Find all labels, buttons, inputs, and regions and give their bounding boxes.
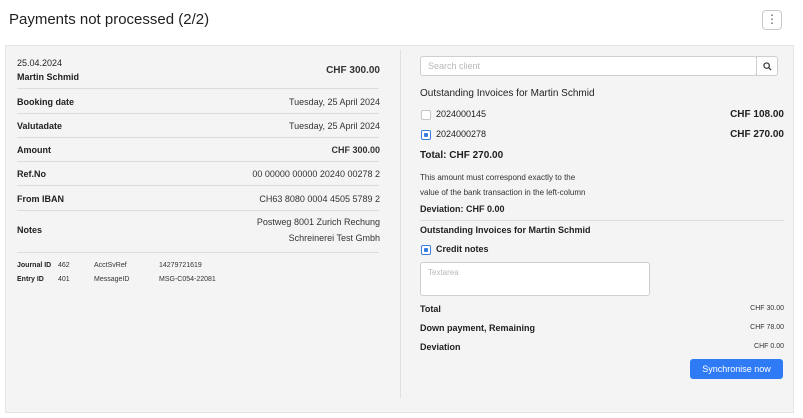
refno-label: Ref.No bbox=[17, 169, 46, 179]
outstanding-invoices-title: Outstanding Invoices for Martin Schmid bbox=[420, 88, 595, 99]
amount-value: CHF 300.00 bbox=[331, 145, 380, 155]
summary-total-value: CHF 30.00 bbox=[750, 305, 784, 312]
search-icon bbox=[763, 62, 772, 71]
credit-section-title: Outstanding Invoices for Martin Schmid bbox=[420, 225, 591, 235]
summary-deviation-label: Deviation bbox=[420, 342, 461, 352]
amount-label: Amount bbox=[17, 145, 51, 155]
amount-hint-line-2: value of the bank transaction in the left-column bbox=[420, 188, 586, 197]
notes-line-2: Schreinerei Test Gmbh bbox=[288, 233, 380, 243]
messageid-label: MessageID bbox=[94, 276, 130, 283]
transaction-amount-header: CHF 300.00 bbox=[326, 65, 380, 76]
summary-total-label: Total bbox=[420, 304, 441, 314]
journal-id-label: Journal ID bbox=[17, 262, 52, 269]
invoice-amount: CHF 270.00 bbox=[730, 129, 784, 140]
divider bbox=[17, 252, 379, 253]
from-iban-value: CH63 8080 0004 4505 5789 2 bbox=[259, 194, 380, 204]
amount-hint-line-1: This amount must correspond exactly to the bbox=[420, 173, 576, 182]
divider bbox=[420, 220, 784, 221]
search-client-input[interactable] bbox=[420, 56, 757, 76]
valutadate-value: Tuesday, 25 April 2024 bbox=[288, 121, 380, 131]
divider bbox=[17, 113, 379, 114]
acctsvcref-value: 14279721619 bbox=[159, 262, 202, 269]
credit-notes-label: Credit notes bbox=[436, 244, 489, 254]
matching-panel bbox=[420, 0, 784, 418]
journal-id-value: 462 bbox=[58, 262, 70, 269]
summary-down-payment-value: CHF 78.00 bbox=[750, 324, 784, 331]
summary-deviation-value: CHF 0.00 bbox=[754, 343, 784, 350]
invoice-checkbox-checked[interactable] bbox=[421, 130, 431, 140]
messageid-value: MSG-C054-22081 bbox=[159, 276, 216, 283]
divider bbox=[17, 210, 379, 211]
divider bbox=[17, 161, 379, 162]
search-button[interactable] bbox=[756, 56, 778, 76]
entry-id-value: 401 bbox=[58, 276, 70, 283]
credit-notes-checkbox[interactable] bbox=[421, 245, 431, 255]
synchronise-now-button[interactable]: Synchronise now bbox=[690, 359, 783, 379]
invoice-number: 2024000145 bbox=[436, 109, 487, 119]
deviation-text: Deviation: CHF 0.00 bbox=[420, 204, 505, 214]
notes-textarea[interactable] bbox=[420, 262, 650, 296]
booking-date-value: Tuesday, 25 April 2024 bbox=[288, 97, 380, 107]
page-title: Payments not processed (2/2) bbox=[9, 11, 210, 28]
acctsvcref-label: AcctSvRef bbox=[94, 262, 127, 269]
entry-id-label: Entry ID bbox=[17, 276, 44, 283]
summary-down-payment-label: Down payment, Remaining bbox=[420, 323, 536, 333]
divider bbox=[17, 137, 379, 138]
from-iban-label: From IBAN bbox=[17, 194, 64, 204]
kebab-menu-icon: ⋮ bbox=[766, 12, 778, 26]
invoice-number: 2024000278 bbox=[436, 129, 487, 139]
divider bbox=[17, 88, 379, 89]
invoice-checkbox[interactable] bbox=[421, 110, 431, 120]
refno-value: 00 00000 00000 20240 00278 2 bbox=[252, 169, 380, 179]
invoice-amount: CHF 108.00 bbox=[730, 109, 784, 120]
divider bbox=[17, 185, 379, 186]
valutadate-label: Valutadate bbox=[17, 121, 63, 131]
transaction-name: Martin Schmid bbox=[17, 72, 80, 82]
booking-date-label: Booking date bbox=[17, 97, 75, 107]
notes-label: Notes bbox=[17, 225, 43, 235]
column-divider bbox=[400, 50, 401, 398]
notes-line-1: Postweg 8001 Zurich Rechung bbox=[256, 217, 380, 227]
transaction-panel bbox=[17, 0, 380, 418]
total-amount: Total: CHF 270.00 bbox=[420, 150, 504, 161]
transaction-date: 25.04.2024 bbox=[17, 58, 63, 68]
amount-hint bbox=[420, 170, 650, 200]
